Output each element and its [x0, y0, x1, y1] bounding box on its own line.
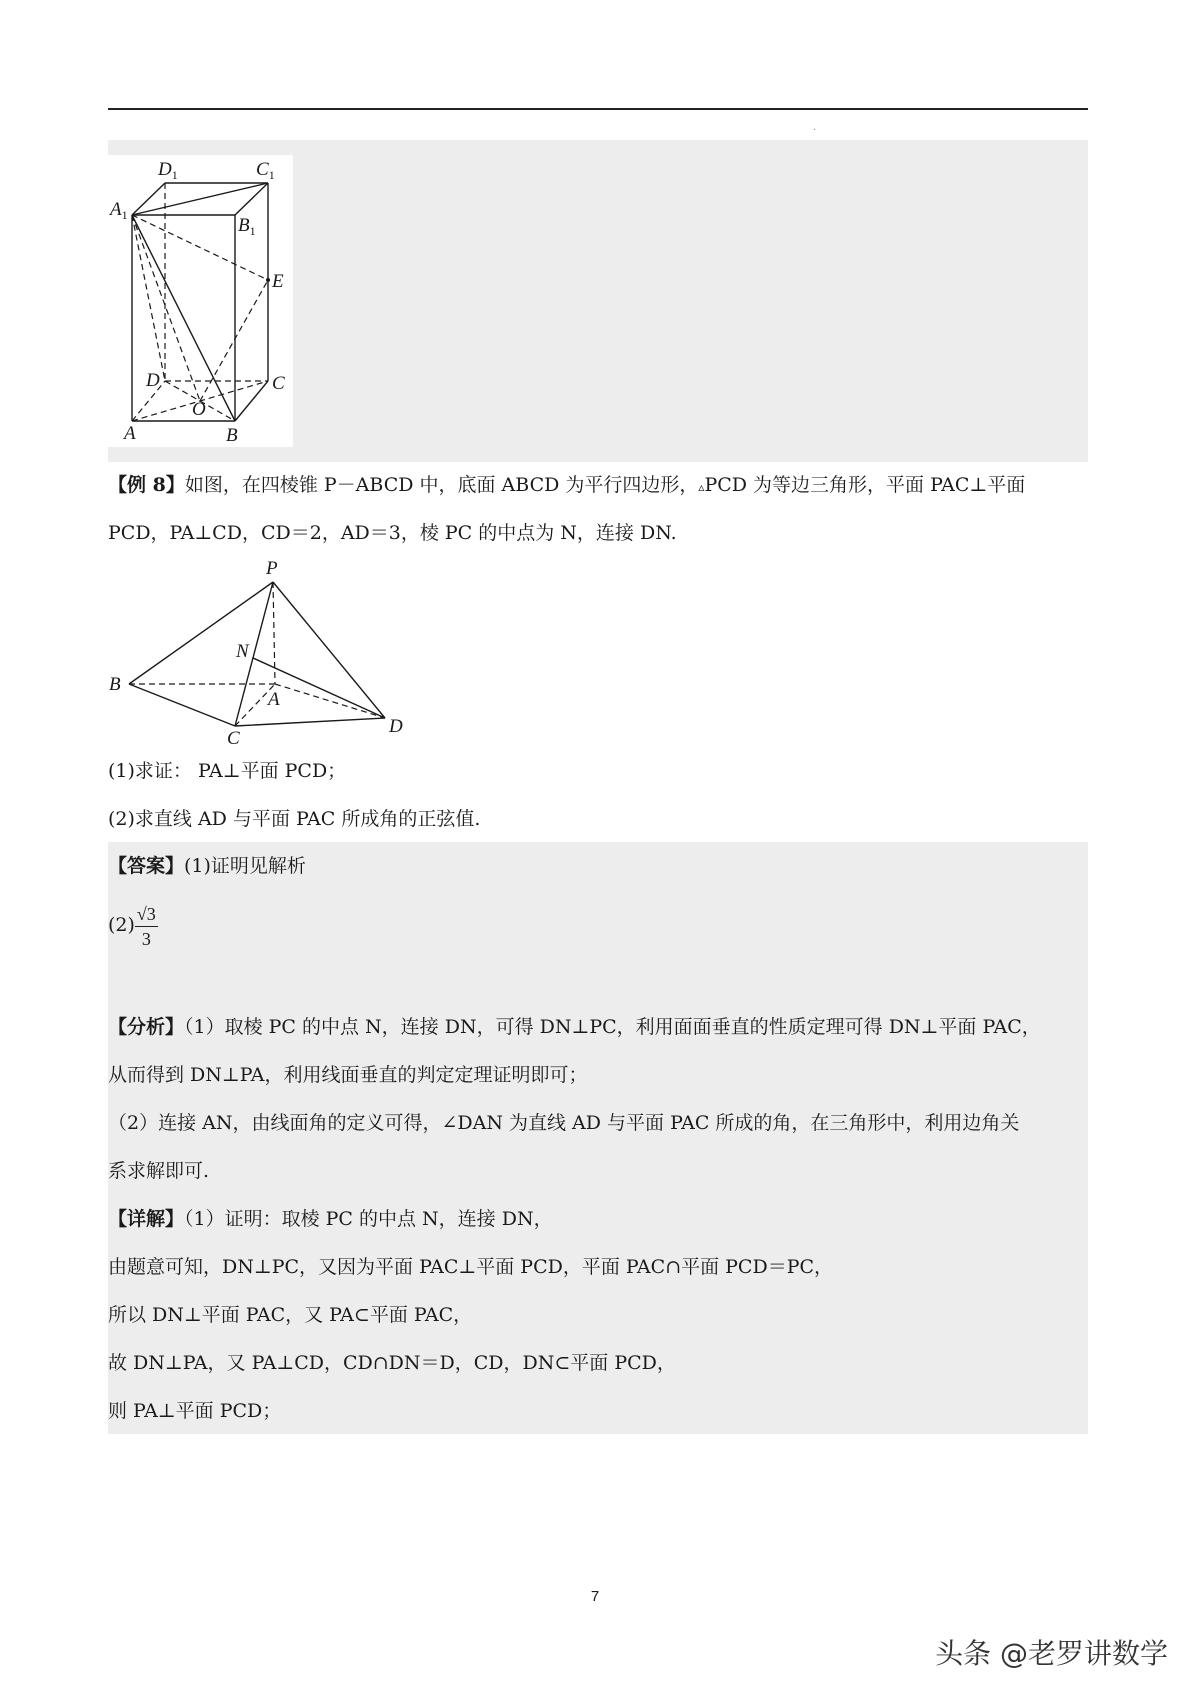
detail-line-1: [108, 1206, 553, 1232]
answer-fraction: [135, 902, 158, 951]
label-C: C: [227, 728, 240, 746]
point-E: [266, 278, 270, 282]
detail-text-1: （1）证明：取棱 PC 的中点 N，连接 DN，: [184, 1208, 553, 1230]
label-D: D: [389, 716, 403, 737]
analysis-line-1: [108, 1014, 1041, 1040]
detail-tag: 【详解】: [108, 1208, 185, 1230]
label-O: O: [192, 399, 206, 420]
example-line-2: PCD，PA⊥CD，CD＝2，AD＝3，棱 PC 的中点为 N，连接 DN.: [108, 522, 677, 544]
label-C1: $C_1$: [256, 159, 275, 182]
solution-background: [108, 842, 1088, 1434]
detail-line-5: 则 PA⊥平面 PCD；: [108, 1400, 282, 1422]
detail-line-3: 所以 DN⊥平面 PAC，又 PA⊂平面 PAC，: [108, 1304, 473, 1326]
detail-line-2: 由题意可知，DN⊥PC，又因为平面 PAC⊥平面 PCD，平面 PAC∩平面 PCD＝PC，: [108, 1256, 834, 1278]
label-N: N: [236, 641, 249, 662]
analysis-line-4: 系求解即可.: [108, 1160, 210, 1182]
example-tag: 【例 8】: [108, 474, 185, 496]
answer-tag: 【答案】: [108, 855, 185, 877]
label-A: A: [124, 423, 136, 444]
label-E: E: [272, 271, 284, 292]
label-B: B: [109, 674, 121, 695]
analysis-line-2: 从而得到 DN⊥PA，利用线面垂直的判定定理证明即可；: [108, 1064, 588, 1086]
answer-part1-text: (1)证明见解析: [184, 855, 306, 877]
question-1: (1)求证： PA⊥平面 PCD；: [108, 760, 347, 782]
analysis-text-1: （1）取棱 PC 的中点 N，连接 DN，可得 DN⊥PC，利用面面垂直的性质定理可得 DN⊥平面 PAC，: [184, 1016, 1041, 1038]
analysis-line-3: （2）连接 AN，由线面角的定义可得，∠DAN 为直线 AD 与平面 PAC 所成的角，在三角形中，利用边角关: [108, 1112, 1020, 1134]
question-2: (2)求直线 AD 与平面 PAC 所成角的正弦值.: [108, 808, 481, 830]
label-B: B: [226, 425, 238, 446]
triangle-symbol: ▵: [698, 480, 705, 494]
figure1-prism: [108, 155, 293, 447]
example-line-1: [108, 472, 1025, 500]
answer-part-1: [108, 853, 306, 879]
label-B1: $B_1$: [238, 215, 256, 238]
label-A1: $A_1$: [110, 199, 128, 222]
fraction-denominator: 3: [141, 928, 151, 949]
label-D: D: [146, 370, 160, 391]
detail-line-4: 故 DN⊥PA，又 PA⊥CD，CD∩DN＝D，CD，DN⊂平面 PCD，: [108, 1352, 676, 1374]
example-text-b: PCD 为等边三角形，平面 PAC⊥平面: [704, 474, 1026, 496]
label-A: A: [268, 689, 280, 710]
watermark: 头条 @老罗讲数学: [935, 1637, 1168, 1670]
answer-part-2: [108, 898, 158, 952]
label-P: P: [266, 558, 278, 579]
header-rule: [108, 108, 1088, 110]
header-dot: ·: [813, 125, 817, 136]
label-D1: $D_1$: [158, 159, 178, 182]
page-number: 7: [590, 1588, 600, 1605]
answer-part2-prefix: (2): [108, 914, 135, 936]
figure2-pyramid: [105, 556, 415, 746]
fraction-numerator: √3: [135, 902, 158, 927]
example-text-a: 如图，在四棱锥 P－ABCD 中，底面 ABCD 为平行四边形，: [184, 474, 699, 496]
analysis-tag: 【分析】: [108, 1016, 185, 1038]
label-C: C: [272, 373, 285, 394]
